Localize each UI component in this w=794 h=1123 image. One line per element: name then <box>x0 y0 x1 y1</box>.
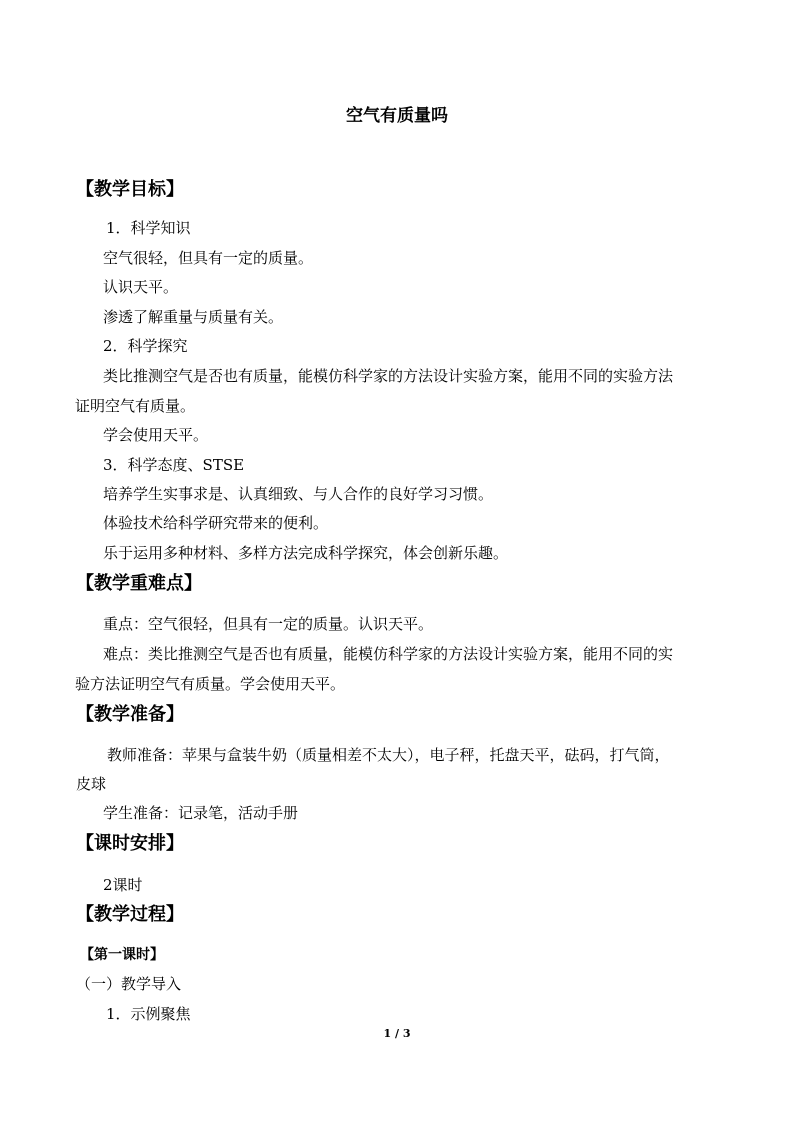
paragraph-line: 难点：类比推测空气是否也有质量，能模仿科学家的方法设计实验方案，能用不同的实 <box>103 645 674 663</box>
paragraph-line: 2．科学探究 <box>103 337 188 355</box>
section-heading-key-points: 【教学重难点】 <box>76 573 202 594</box>
paragraph-line: 体验技术给科学研究带来的便利。 <box>103 514 329 532</box>
paragraph-line: 乐于运用多种材料、多样方法完成科学探究，体会创新乐趣。 <box>103 544 509 562</box>
paragraph-line: 认识天平。 <box>103 278 179 296</box>
section-heading-schedule: 【课时安排】 <box>76 833 184 854</box>
paragraph-line: 空气很轻，但具有一定的质量。 <box>103 249 314 267</box>
page-number: 1 / 3 <box>383 1027 411 1040</box>
subsection-heading-first-lesson: 【第一课时】 <box>80 947 164 963</box>
paragraph-line: 1．示例聚焦 <box>106 1005 191 1023</box>
paragraph-line: 培养学生实事求是、认真细致、与人合作的良好学习习惯。 <box>103 485 494 503</box>
section-heading-preparation: 【教学准备】 <box>76 704 184 725</box>
paragraph-line: （一）教学导入 <box>76 975 182 993</box>
paragraph-line: 学会使用天平。 <box>103 426 209 444</box>
paragraph-line: 重点：空气很轻，但具有一定的质量。认识天平。 <box>103 615 434 633</box>
paragraph-line: 1．科学知识 <box>106 219 191 237</box>
section-heading-goals: 【教学目标】 <box>76 179 184 200</box>
paragraph-line: 教师准备：苹果与盒装牛奶（质量相差不太大），电子秤，托盘天平，砝码，打气筒， <box>107 746 670 764</box>
paragraph-line: 2课时 <box>103 876 143 894</box>
document-title: 空气有质量吗 <box>346 106 448 126</box>
paragraph-line: 渗透了解重量与质量有关。 <box>103 308 284 326</box>
paragraph-line: 学生准备：记录笔，活动手册 <box>103 804 299 822</box>
paragraph-line: 皮球 <box>76 775 107 793</box>
paragraph-line: 3．科学态度、STSE <box>103 456 245 474</box>
paragraph-line: 类比推测空气是否也有质量，能模仿科学家的方法设计实验方案，能用不同的实验方法 <box>103 367 674 385</box>
section-heading-process: 【教学过程】 <box>76 904 184 925</box>
paragraph-line: 验方法证明空气有质量。学会使用天平。 <box>75 675 346 693</box>
paragraph-line: 证明空气有质量。 <box>75 397 196 415</box>
